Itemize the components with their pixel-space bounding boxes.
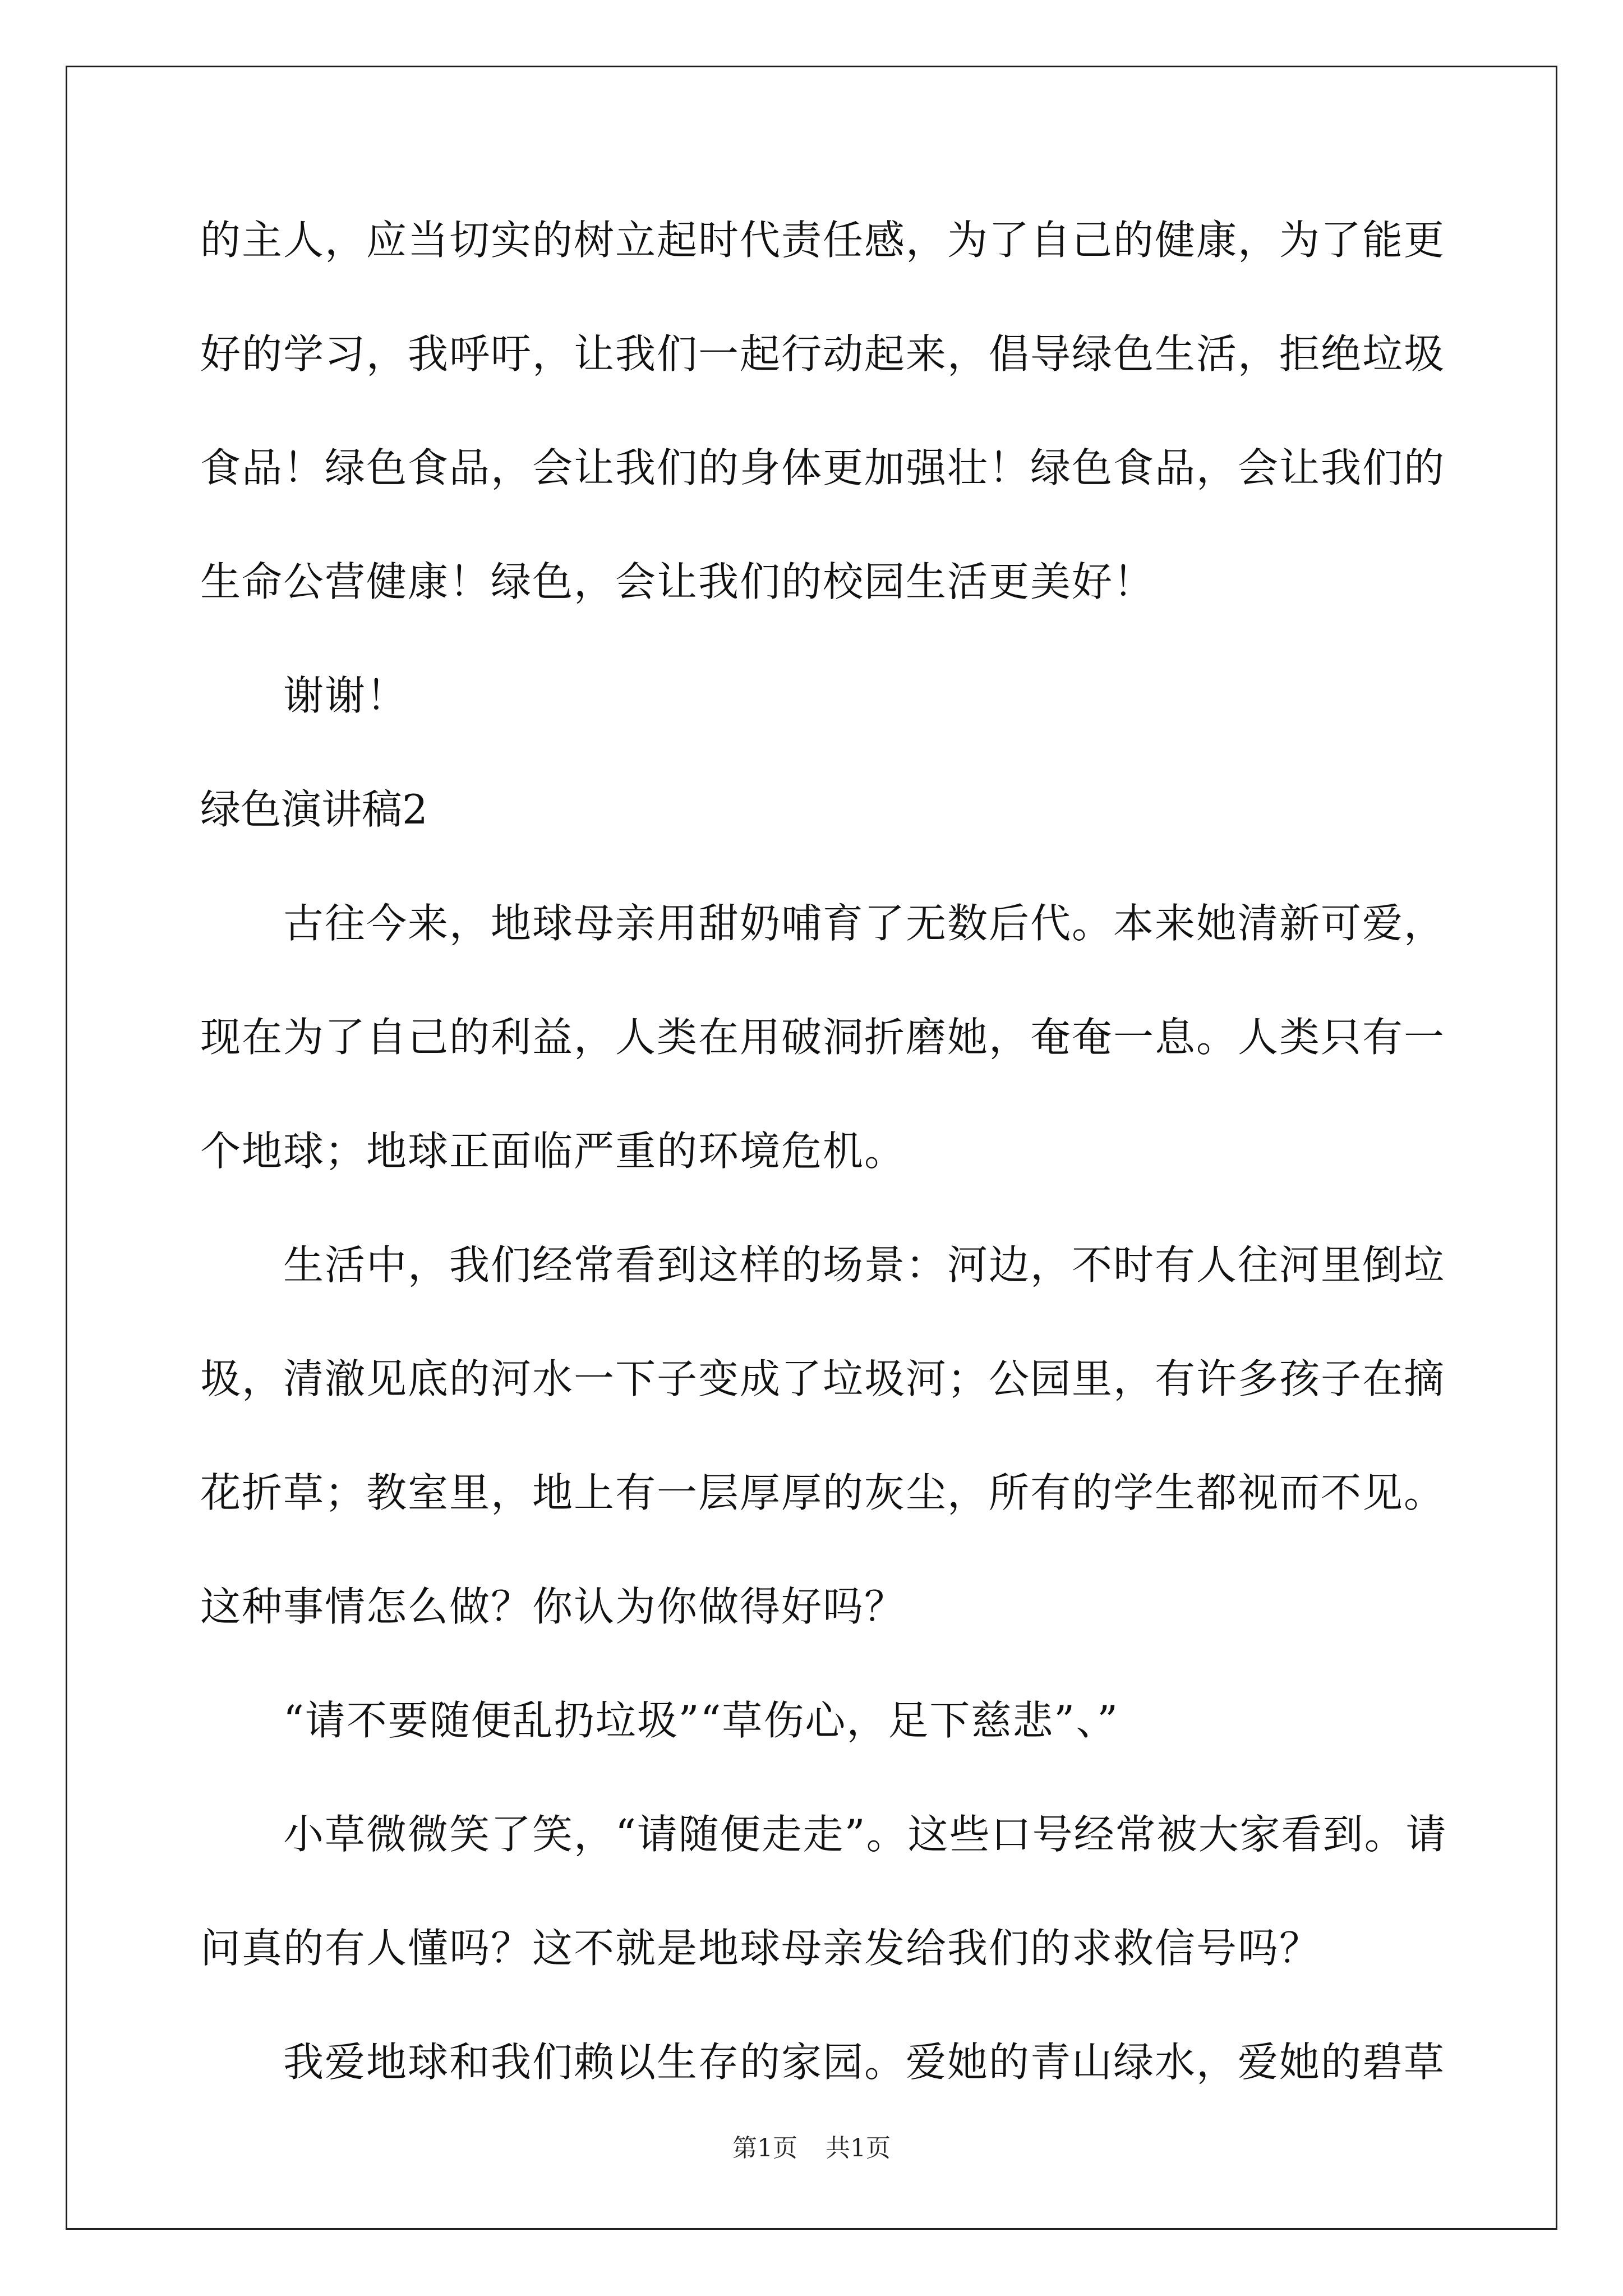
text-line: 谢谢！ [283,672,408,719]
text-line: 圾，清澈见底的河水一下子变成了垃圾河；公园里，有许多孩子在摘 [200,1355,1446,1402]
text-line: 生活中，我们经常看到这样的场景：河边，不时有人往河里倒垃 [283,1241,1446,1289]
text-line: 问真的有人懂吗？这不就是地球母亲发给我们的求救信号吗？ [200,1925,1321,1972]
text-line: 个地球；地球正面临严重的环境危机。 [200,1128,906,1175]
text-line: 食品！绿色食品，会让我们的身体更加强壮！绿色食品，会让我们的 [200,444,1446,491]
page-number: 第1页 [732,2134,797,2162]
text-line: 这种事情怎么做？你认为你做得好吗？ [200,1583,906,1630]
text-line: 古往今来，地球母亲用甜奶哺育了无数后代。本来她清新可爱， [283,900,1446,947]
text-line: 现在为了自己的利益，人类在用破洞折磨她，奄奄一息。人类只有一 [200,1014,1446,1061]
text-line: 小草微微笑了笑，“请随便走走”。这些口号经常被大家看到。请 [283,1811,1447,1858]
text-line: “请不要随便乱扔垃圾”“草伤心，足下慈悲”、” [283,1697,1119,1744]
text-line: 好的学习，我呼吁，让我们一起行动起来，倡导绿色生活，拒绝垃圾 [200,330,1446,378]
text-line: 花折草；教室里，地上有一层厚厚的灰尘，所有的学生都视而不见。 [200,1469,1446,1516]
text-line: 的主人，应当切实的树立起时代责任感，为了自己的健康，为了能更 [200,217,1446,264]
page-footer [0,2132,1623,2165]
section-title: 绿色演讲稿2 [200,786,428,833]
text-line: 生命公营健康！绿色，会让我们的校园生活更美好！ [200,558,1155,605]
text-line: 我爱地球和我们赖以生存的家园。爱她的青山绿水，爱她的碧草 [283,2039,1446,2086]
page-total: 共1页 [826,2134,891,2162]
